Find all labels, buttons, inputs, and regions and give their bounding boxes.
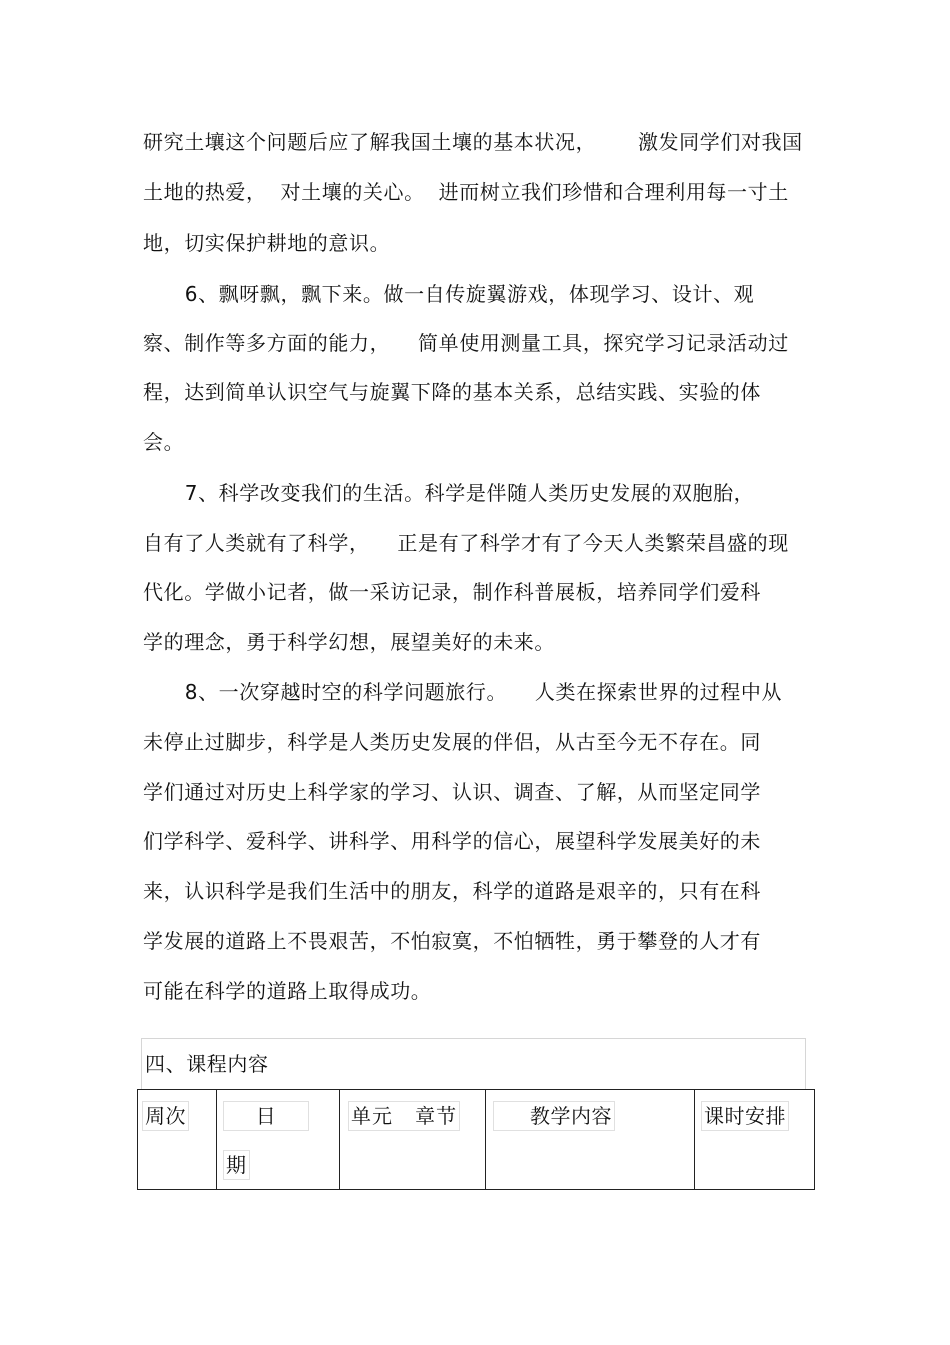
course-schedule-table [137, 1089, 815, 1190]
paragraph-line: 研究土壤这个问题后应了解我国土壤的基本状况， 激发同学们对我国 [143, 130, 803, 154]
paragraph-line: 学发展的道路上不畏艰苦，不怕寂寞，不怕牺牲，勇于攀登的人才有 [143, 929, 761, 953]
header-label-week: 周次 [142, 1101, 189, 1131]
paragraph-line: 代化。学做小记者，做一采访记录，制作科普展板，培养同学们爱科 [143, 580, 761, 604]
paragraph-line: 学们通过对历史上科学家的学习、认识、调查、了解，从而坚定同学 [143, 780, 761, 804]
header-label-unit: 单元 章节 [348, 1101, 460, 1131]
paragraph-line: 会。 [143, 430, 185, 454]
paragraph-line: 可能在科学的道路上取得成功。 [143, 979, 432, 1003]
header-cell-date [217, 1090, 340, 1190]
header-cell-week [138, 1090, 217, 1190]
header-label-hours: 课时安排 [701, 1101, 789, 1131]
paragraph-line: 未停止过脚步，科学是人类历史发展的伴侣，从古至今无不存在。同 [143, 730, 761, 754]
paragraph-line: 自有了人类就有了科学， 正是有了科学才有了今天人类繁荣昌盛的现 [143, 531, 789, 555]
paragraph-line: 7、科学改变我们的生活。科学是伴随人类历史发展的双胞胎， [143, 481, 755, 505]
header-cell-hours [695, 1090, 815, 1190]
paragraph-line: 们学科学、爱科学、讲科学、用科学的信心，展望科学发展美好的未 [143, 829, 761, 853]
paragraph-line: 8、一次穿越时空的科学问题旅行。 人类在探索世界的过程中从 [143, 680, 783, 704]
paragraph-line: 土地的热爱， 对土壤的关心。 进而树立我们珍惜和合理利用每一寸土 [143, 180, 789, 204]
section-header-box [141, 1038, 806, 1089]
paragraph-line: 学的理念，勇于科学幻想，展望美好的未来。 [143, 630, 555, 654]
paragraph-line: 程，达到简单认识空气与旋翼下降的基本关系，总结实践、实验的体 [143, 380, 761, 404]
header-label-content: 教学内容 [493, 1101, 615, 1131]
header-cell-unit [340, 1090, 486, 1190]
paragraph-line: 察、制作等多方面的能力， 简单使用测量工具，探究学习记录活动过 [143, 331, 789, 355]
paragraph-line: 地，切实保护耕地的意识。 [143, 231, 391, 255]
paragraph-line: 6、飘呀飘，飘下来。做一自传旋翼游戏，体现学习、设计、观 [143, 282, 755, 306]
header-label-date-part2: 期 [223, 1150, 250, 1180]
header-label-date-part1: 日 [223, 1101, 309, 1131]
table-header-row [138, 1090, 815, 1190]
paragraph-line: 来，认识科学是我们生活中的朋友，科学的道路是艰辛的，只有在科 [143, 879, 761, 903]
section-title: 四、课程内容 [145, 1052, 269, 1076]
header-cell-content [486, 1090, 695, 1190]
